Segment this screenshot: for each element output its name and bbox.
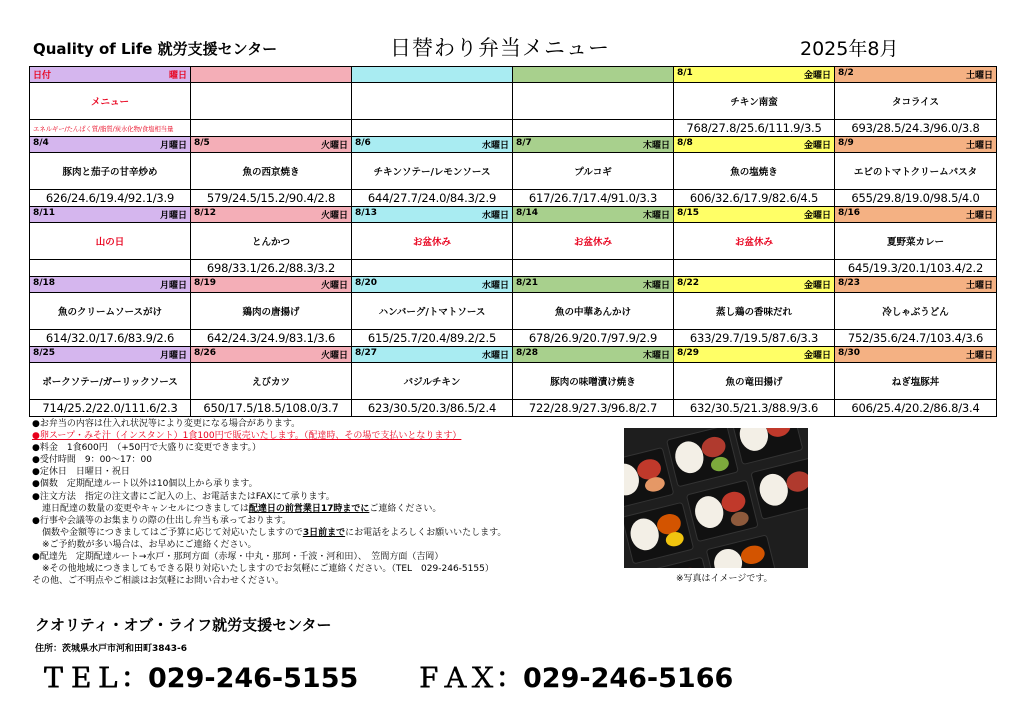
day-header-cell (352, 67, 513, 83)
day-date: 8/2 (838, 68, 854, 78)
day-weekday: 金曜日 (803, 141, 831, 151)
day-weekday: 水曜日 (481, 281, 509, 291)
week-5-header-row (30, 347, 997, 363)
nutrition-value: 645/19.3/20.1/103.4/2.2 (835, 260, 997, 277)
photo-caption: ※写真はイメージです。 (676, 574, 773, 584)
day-weekday: 金曜日 (803, 281, 831, 291)
week-5-nutrition-row (30, 400, 997, 417)
day-date: 8/30 (838, 348, 861, 358)
day-header-cell (30, 207, 191, 223)
nutrition-value: 617/26.7/17.4/91.0/3.3 (513, 190, 674, 207)
nutrition-value: 655/29.8/19.0/98.5/4.0 (835, 190, 997, 207)
note-deadline: 配達日の前営業日17時までに (248, 503, 370, 514)
note-line: ●受付時間 9：00～17：00 (32, 455, 152, 466)
menu-item: とんかつ (191, 223, 352, 260)
menu-item: チキンソテー/レモンソース (352, 153, 513, 190)
nutrition-value: 626/24.6/19.4/92.1/3.9 (30, 190, 191, 207)
day-header-cell (835, 347, 997, 363)
nutrition-value: 606/32.6/17.9/82.6/4.5 (674, 190, 835, 207)
legend-menu-label: メニュー (30, 83, 191, 120)
day-weekday: 火曜日 (320, 281, 348, 291)
day-weekday: 土曜日 (965, 141, 993, 151)
day-weekday: 土曜日 (965, 351, 993, 361)
day-date: 8/21 (516, 278, 539, 288)
day-header-cell (191, 67, 352, 83)
week-3-nutrition-row (30, 260, 997, 277)
week-3-header-row (30, 207, 997, 223)
week-4-nutrition-row (30, 330, 997, 347)
day-date: 8/8 (677, 138, 693, 148)
week-2-nutrition-row (30, 190, 997, 207)
menu-item: エビのトマトクリームパスタ (835, 153, 997, 190)
day-header-cell (674, 347, 835, 363)
holiday-label: 山の日 (30, 223, 191, 260)
menu-item: 夏野菜カレー (835, 223, 997, 260)
note-line: ●個数 定期配達ルート以外は10個以上から承ります。 (32, 479, 258, 490)
bento-photo (624, 428, 808, 568)
legend-date-label: 日付 (33, 71, 52, 81)
day-header-cell (30, 277, 191, 293)
day-weekday: 火曜日 (320, 141, 348, 151)
menu-item (191, 83, 352, 120)
nutrition-value: 752/35.6/24.7/103.4/3.6 (835, 330, 997, 347)
day-header-cell (352, 207, 513, 223)
nutrition-value: 615/25.7/20.4/89.2/2.5 (352, 330, 513, 347)
nutrition-value (513, 120, 674, 137)
day-header-cell (513, 347, 674, 363)
day-weekday: 木曜日 (642, 211, 670, 221)
note-deadline: 3日前まで (302, 527, 346, 538)
note-line: ●注文方法 指定の注文書にご記入の上、お電話またはFAXにて承ります。 (32, 491, 335, 502)
footer-tel: ＴＥＬ：029-246-5155 (40, 663, 359, 694)
day-header-cell (674, 67, 835, 83)
footer-address: 住所：茨城県水戸市河和田町3843-6 (35, 644, 188, 654)
note-line: ●定休日 日曜日・祝日 (32, 467, 130, 478)
footer-fax: ＦＡＸ：029-246-5166 (415, 663, 734, 694)
menu-item: ねぎ塩豚丼 (835, 363, 997, 400)
day-date: 8/12 (194, 208, 217, 218)
day-date: 8/14 (516, 208, 539, 218)
menu-item (513, 83, 674, 120)
day-date: 8/13 (355, 208, 378, 218)
menu-item: 鶏肉の唐揚げ (191, 293, 352, 330)
menu-item: 豚肉と茄子の甘辛炒め (30, 153, 191, 190)
bento-photo-illustration (624, 428, 808, 568)
nutrition-value: 644/27.7/24.0/84.3/2.9 (352, 190, 513, 207)
nutrition-value: 698/33.1/26.2/88.3/3.2 (191, 260, 352, 277)
note-text: 個数や金額等につきましてはご予算に応じて対応いたしますので (42, 527, 303, 538)
day-date: 8/15 (677, 208, 700, 218)
nutrition-value (30, 260, 191, 277)
footer-org-name: クオリティ・オブ・ライフ就労支援センター (35, 616, 332, 634)
menu-item: ポークソテー/ガーリックソース (30, 363, 191, 400)
holiday-label: お盆休み (513, 223, 674, 260)
nutrition-value: 722/28.9/27.3/96.8/2.7 (513, 400, 674, 417)
nutrition-value: 606/25.4/20.2/86.8/3.4 (835, 400, 997, 417)
day-date: 8/6 (355, 138, 371, 148)
week-2-header-row (30, 137, 997, 153)
note-text: にお電話をよろしくお願いいたします。 (345, 527, 507, 538)
legend-nutrition-label: エネルギー/たんぱく質/脂質/炭水化物/食塩相当量 (30, 120, 191, 137)
day-header-cell (513, 137, 674, 153)
menu-month: 2025年8月 (800, 38, 899, 60)
day-header-cell (191, 207, 352, 223)
legend-weekday-label: 曜日 (168, 71, 187, 81)
day-weekday: 月曜日 (159, 141, 187, 151)
menu-item: えびカツ (191, 363, 352, 400)
menu-item: 魚の西京焼き (191, 153, 352, 190)
nutrition-value (352, 260, 513, 277)
nutrition-value (674, 260, 835, 277)
day-header-cell (352, 137, 513, 153)
day-weekday: 木曜日 (642, 141, 670, 151)
day-date: 8/23 (838, 278, 861, 288)
holiday-label: お盆休み (352, 223, 513, 260)
day-date: 8/4 (33, 138, 49, 148)
nutrition-value: 768/27.8/25.6/111.9/3.5 (674, 120, 835, 137)
week-4-menu-row (30, 293, 997, 330)
note-line: ●料金 1食600円 （+50円で大盛りに変更できます。） (32, 443, 262, 454)
menu-item: ハンバーグ/トマトソース (352, 293, 513, 330)
nutrition-value (191, 120, 352, 137)
day-date: 8/20 (355, 278, 378, 288)
nutrition-value (513, 260, 674, 277)
note-line: ※ご予約数が多い場合は、お早めにご連絡ください。 (42, 539, 257, 550)
day-header-cell (513, 207, 674, 223)
day-date: 8/26 (194, 348, 217, 358)
week-3-menu-row (30, 223, 997, 260)
day-date: 8/28 (516, 348, 539, 358)
day-weekday: 火曜日 (320, 211, 348, 221)
day-header-cell (835, 277, 997, 293)
menu-item: 冷しゃぶうどん (835, 293, 997, 330)
day-date: 8/11 (33, 208, 56, 218)
week-1-menu-row (30, 83, 997, 120)
note-line: ●配達先 定期配達ルート→水戸・那珂方面（赤塚・中丸・那珂・千波・河和田）、 笠間方面（吉岡） (32, 552, 444, 563)
note-line (32, 527, 622, 539)
nutrition-value: 650/17.5/18.5/108.0/3.7 (191, 400, 352, 417)
menu-item: 魚の竜田揚げ (674, 363, 835, 400)
day-weekday: 木曜日 (642, 281, 670, 291)
note-line: ●行事や会議等のお集まりの際の仕出し弁当も承っております。 (32, 515, 292, 526)
menu-item: 蒸し鶏の香味だれ (674, 293, 835, 330)
day-header-cell (835, 67, 997, 83)
day-date: 8/22 (677, 278, 700, 288)
nutrition-value: 633/29.7/19.5/87.6/3.3 (674, 330, 835, 347)
day-weekday: 水曜日 (481, 211, 509, 221)
menu-item: チキン南蛮 (674, 83, 835, 120)
nutrition-value: 623/30.5/20.3/86.5/2.4 (352, 400, 513, 417)
day-weekday: 木曜日 (642, 351, 670, 361)
day-weekday: 土曜日 (965, 211, 993, 221)
note-line: ※その他地域につきましてもできる限り対応いたしますのでお気軽にご連絡ください。（TEL 029-246-5155） (42, 564, 494, 575)
menu-item: タコライス (835, 83, 997, 120)
note-text: 連日配達の数量の変更やキャンセルにつきましては (42, 503, 249, 514)
holiday-label: お盆休み (674, 223, 835, 260)
day-header-cell (835, 207, 997, 223)
note-line: その他、ご不明点やご相談はお気軽にお問い合わせください。 (32, 576, 285, 587)
menu-item: プルコギ (513, 153, 674, 190)
nutrition-value: 579/24.5/15.2/90.4/2.8 (191, 190, 352, 207)
nutrition-value: 714/25.2/22.0/111.6/2.3 (30, 400, 191, 417)
day-weekday: 月曜日 (159, 211, 187, 221)
notes-section (32, 418, 622, 587)
menu-item: 魚の中華あんかけ (513, 293, 674, 330)
day-date: 8/27 (355, 348, 378, 358)
day-header-cell (513, 277, 674, 293)
nutrition-value: 678/26.9/20.7/97.9/2.9 (513, 330, 674, 347)
day-weekday: 金曜日 (803, 71, 831, 81)
nutrition-value: 693/28.5/24.3/96.0/3.8 (835, 120, 997, 137)
day-date: 8/25 (33, 348, 56, 358)
nutrition-value (352, 120, 513, 137)
nutrition-value: 632/30.5/21.3/88.9/3.6 (674, 400, 835, 417)
day-date: 8/19 (194, 278, 217, 288)
day-header-cell (191, 347, 352, 363)
week-5-menu-row (30, 363, 997, 400)
note-line (32, 503, 622, 515)
week-2-menu-row (30, 153, 997, 190)
day-weekday: 土曜日 (965, 281, 993, 291)
header-org-name: Quality of Life 就労支援センター (33, 40, 278, 58)
menu-item: 魚のクリームソースがけ (30, 293, 191, 330)
week-1-nutrition-row (30, 120, 997, 137)
day-date: 8/16 (838, 208, 861, 218)
day-weekday: 金曜日 (803, 351, 831, 361)
day-weekday: 水曜日 (481, 141, 509, 151)
day-weekday: 月曜日 (159, 281, 187, 291)
day-header-cell (352, 347, 513, 363)
legend-header-cell (30, 67, 191, 83)
day-header-cell (674, 277, 835, 293)
day-date: 8/18 (33, 278, 56, 288)
day-header-cell (674, 207, 835, 223)
day-header-cell (191, 277, 352, 293)
day-date: 8/5 (194, 138, 210, 148)
day-weekday: 火曜日 (320, 351, 348, 361)
note-text: ご連絡ください。 (369, 503, 442, 514)
day-weekday: 月曜日 (159, 351, 187, 361)
day-date: 8/29 (677, 348, 700, 358)
note-line: ●お弁当の内容は仕入れ状況等により変更になる場合があります。 (32, 419, 301, 429)
menu-item: 豚肉の味噌漬け焼き (513, 363, 674, 400)
nutrition-value: 614/32.0/17.6/83.9/2.6 (30, 330, 191, 347)
day-header-cell (30, 137, 191, 153)
day-header-cell (191, 137, 352, 153)
menu-item (352, 83, 513, 120)
week-4-header-row (30, 277, 997, 293)
day-weekday: 水曜日 (481, 351, 509, 361)
day-date: 8/1 (677, 68, 693, 78)
day-header-cell (352, 277, 513, 293)
day-header-cell (30, 347, 191, 363)
page-title: 日替わり弁当メニュー (390, 36, 610, 60)
day-weekday: 土曜日 (965, 71, 993, 81)
note-soup-line: ●卵スープ・みそ汁（インスタント）1食100円で販売いたします。（配達時、その場で支払いとなります） (32, 431, 462, 442)
menu-calendar (29, 66, 997, 417)
day-weekday: 金曜日 (803, 211, 831, 221)
menu-item: バジルチキン (352, 363, 513, 400)
menu-item: 魚の塩焼き (674, 153, 835, 190)
nutrition-value: 642/24.3/24.9/83.1/3.6 (191, 330, 352, 347)
week-1-header-row (30, 67, 997, 83)
day-date: 8/9 (838, 138, 854, 148)
day-header-cell (513, 67, 674, 83)
day-header-cell (674, 137, 835, 153)
day-date: 8/7 (516, 138, 532, 148)
day-header-cell (835, 137, 997, 153)
